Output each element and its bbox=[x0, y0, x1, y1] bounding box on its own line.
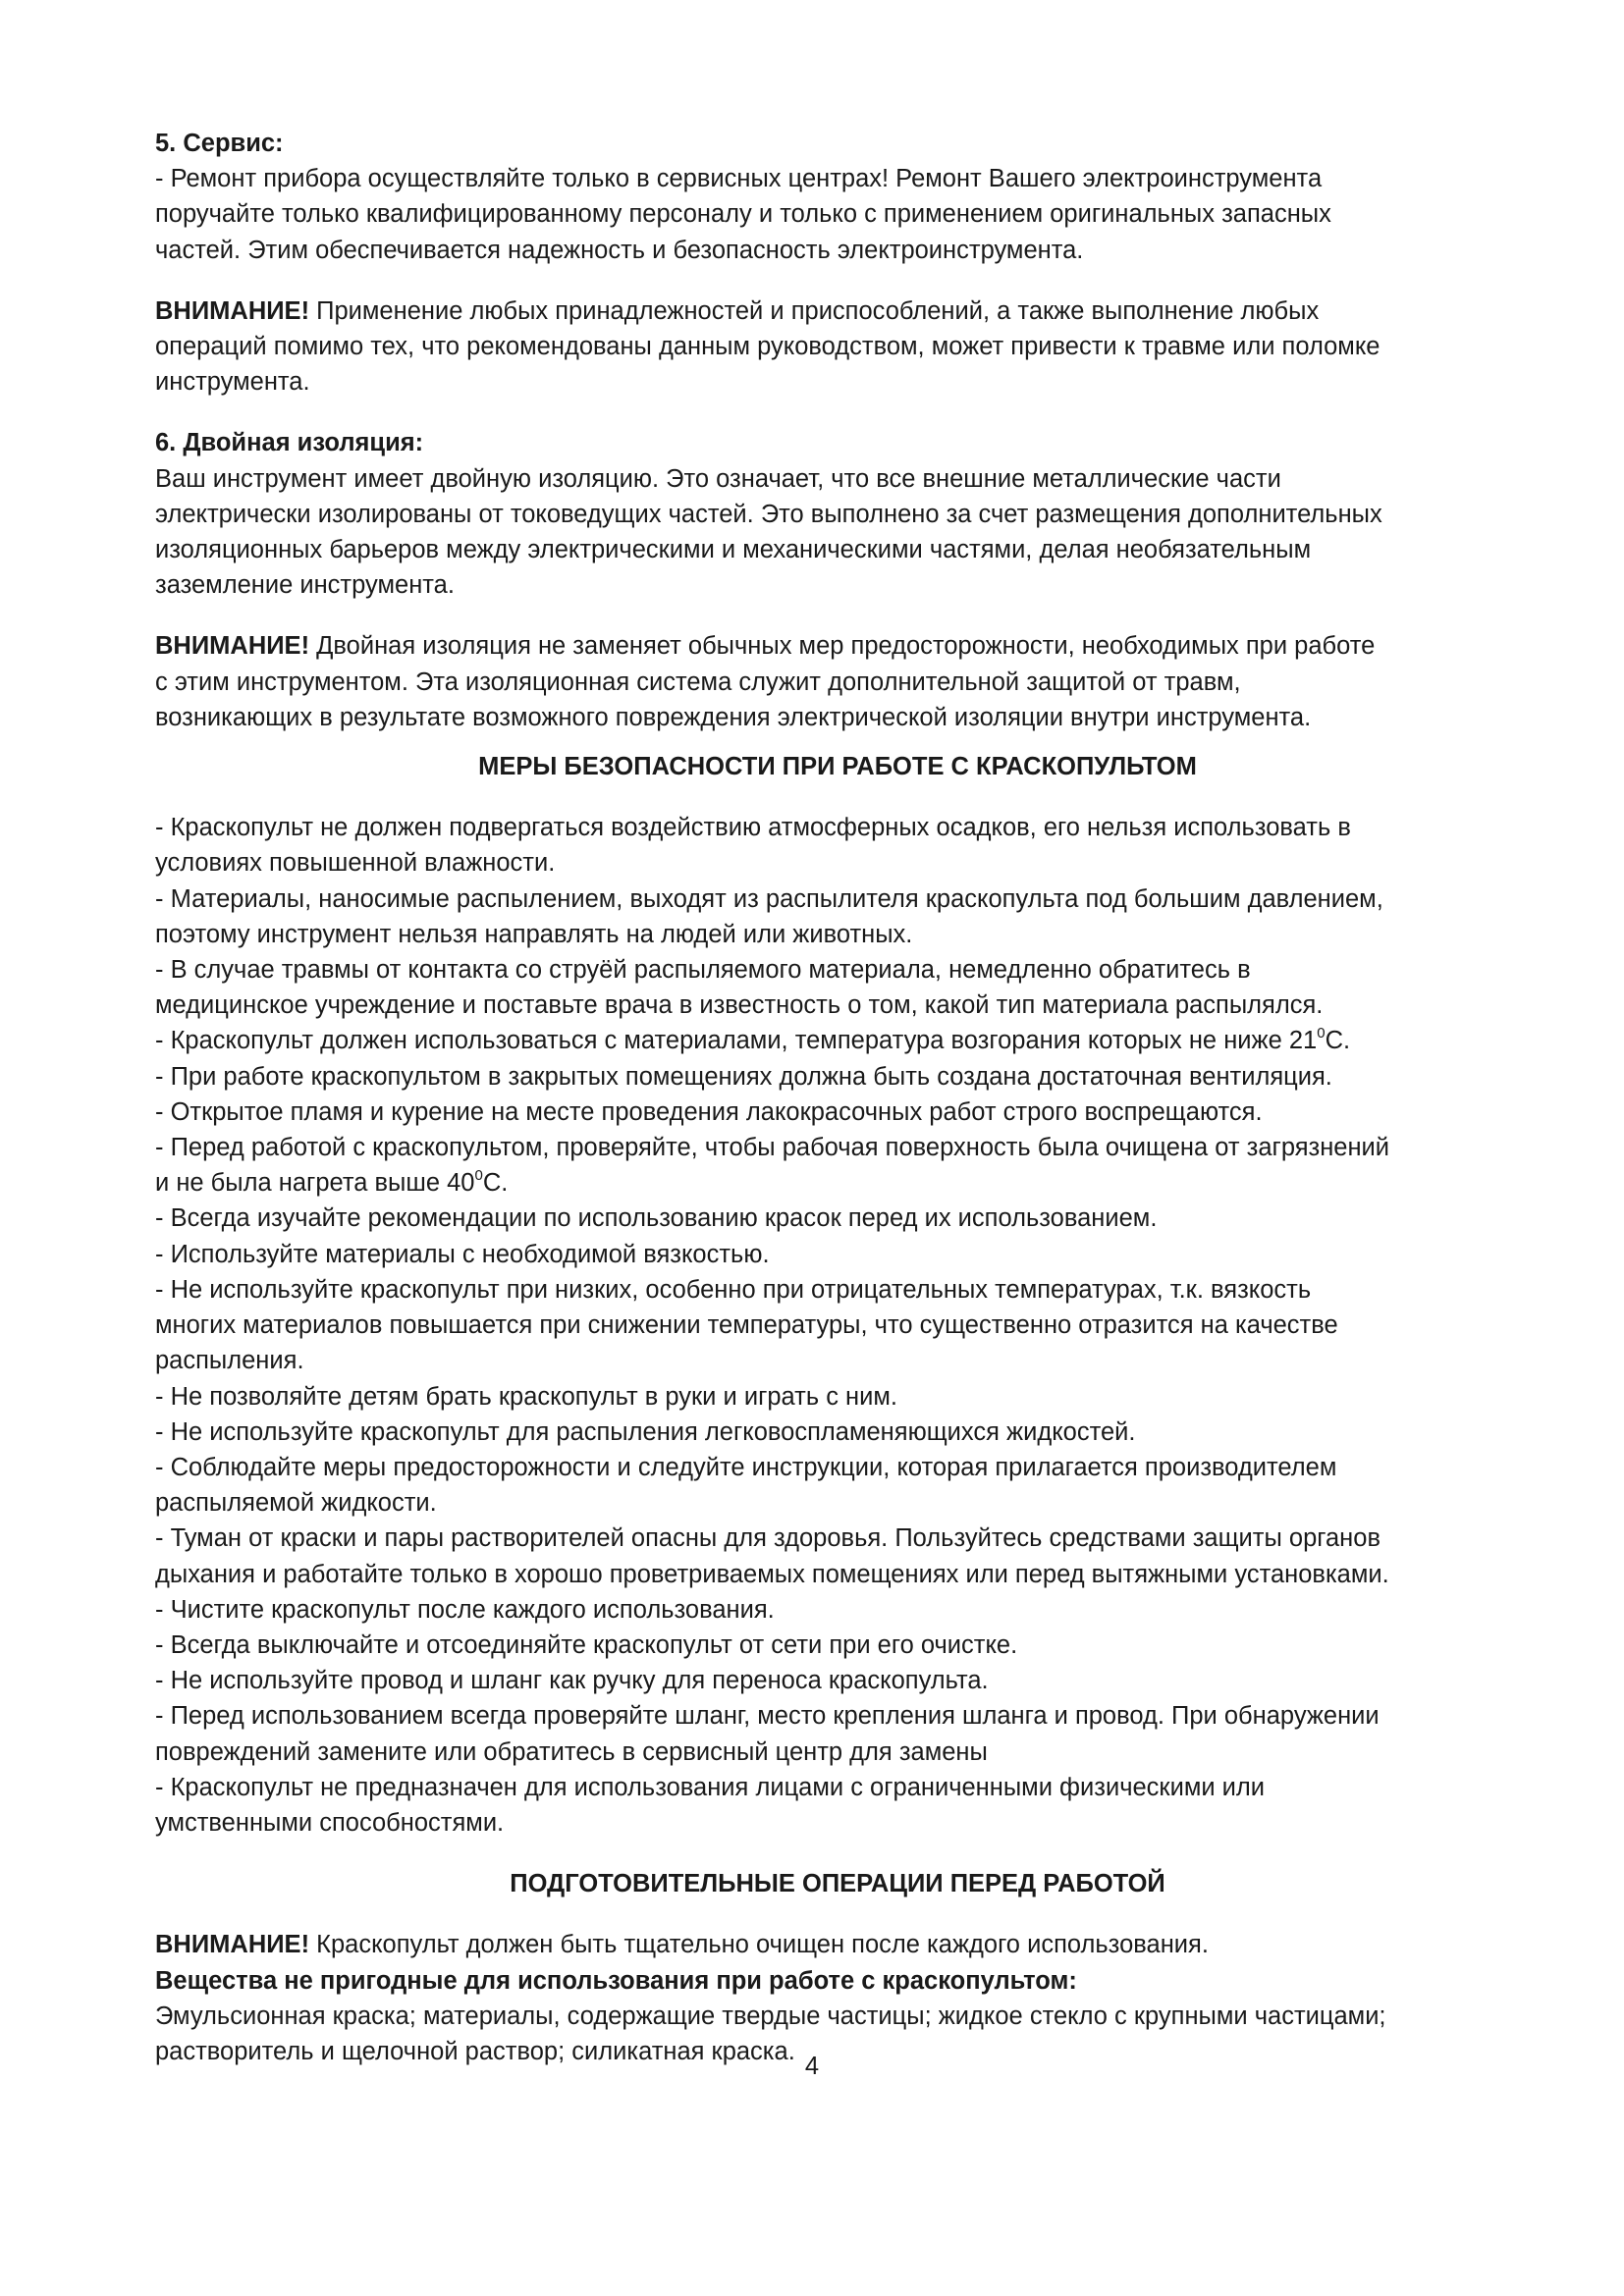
paragraph-line: - Ремонт прибора осуществляйте только в сервисных центрах! Ремонт Вашего электроинструмента bbox=[155, 165, 1323, 193]
list-line: - Используйте материалы с необходимой вязкостью. bbox=[155, 1240, 770, 1268]
paragraph-line: с этим инструментом. Эта изоляционная система служит дополнительной защитой от травм, bbox=[155, 667, 1241, 696]
list-line: - Туман от краски и пары растворителей опасны для здоровья. Пользуйтесь средствами защиты органов bbox=[155, 1524, 1380, 1553]
paragraph-line: изоляционных барьеров между электрическими и механическими частями, делая необязательным bbox=[155, 536, 1312, 564]
degree-superscript: 0 bbox=[1317, 1024, 1326, 1041]
text-part: - Краскопульт должен использоваться с материалами, температура возгорания которых не ниже 21 bbox=[155, 1027, 1318, 1055]
warning-service bbox=[155, 294, 1520, 400]
section-double-insulation bbox=[155, 425, 1520, 603]
service-heading: 5. Сервис: bbox=[155, 130, 284, 157]
list-line: распыляемой жидкости. bbox=[155, 1489, 437, 1518]
list-line: многих материалов повышается при снижении температуры, что существенно отразится на качестве bbox=[155, 1311, 1338, 1340]
list-line: - Открытое пламя и курение на месте проведения лакокрасочных работ строго воспрещаются. bbox=[155, 1097, 1263, 1126]
paragraph-line: Ваш инструмент имеет двойную изоляцию. Это означает, что все внешние металлические части bbox=[155, 464, 1281, 493]
list-line: медицинское учреждение и поставьте врача в известность о том, какой тип материала распылялся. bbox=[155, 991, 1324, 1020]
warning-label: ВНИМАНИЕ! bbox=[155, 296, 310, 325]
text-part: С. bbox=[482, 1169, 509, 1198]
list-line: - Краскопульт не должен подвергаться воздействию атмосферных осадков, его нельзя использовать в bbox=[155, 814, 1351, 842]
list-line: дыхания и работайте только в хорошо проветриваемых помещениях или перед вытяжными установками. bbox=[155, 1560, 1389, 1588]
list-line-ignition-temp bbox=[155, 1023, 1520, 1058]
list-line: повреждений замените или обратитесь в сервисный центр для замены bbox=[155, 1737, 988, 1766]
paragraph-line: поручайте только квалифицированному персоналу и только с применением оригинальных запасных bbox=[155, 200, 1331, 229]
list-line: - Не используйте краскопульт для распыления легковоспламеняющихся жидкостей. bbox=[155, 1417, 1136, 1446]
list-line: условиях повышенной влажности. bbox=[155, 849, 556, 878]
paragraph-line: возникающих в результате возможного повреждения электрической изоляции внутри инструмента. bbox=[155, 703, 1312, 731]
list-line-surface-temp bbox=[155, 1165, 1520, 1201]
list-line: - Не позволяйте детям брать краскопульт в руки и играть с ним. bbox=[155, 1382, 897, 1411]
paragraph-line: растворитель и щелочной раствор; силикатная краска. bbox=[155, 2037, 795, 2065]
list-line: - Материалы, наносимые распылением, выходят из распылителя краскопульта под большим давлением, bbox=[155, 884, 1383, 913]
document-page bbox=[155, 126, 1520, 2069]
section-preparation bbox=[155, 1927, 1520, 2069]
page-number: 4 bbox=[804, 2053, 820, 2080]
warning-first-line bbox=[155, 628, 1520, 664]
paragraph-line: электрически изолированы от токоведущих частей. Это выполнено за счет размещения дополнительных bbox=[155, 500, 1382, 528]
unsuitable-heading: Вещества не пригодные для использования при работе с краскопультом: bbox=[155, 1966, 1077, 1995]
list-line: - Соблюдайте меры предосторожности и следуйте инструкции, которая прилагается производителем bbox=[155, 1453, 1337, 1481]
warning-first-line bbox=[155, 294, 1520, 329]
degree-superscript: 0 bbox=[474, 1166, 483, 1184]
list-line: - Перед работой с краскопультом, проверяйте, чтобы рабочая поверхность была очищена от загрязнений bbox=[155, 1134, 1390, 1162]
safety-title: МЕРЫ БЕЗОПАСНОСТИ ПРИ РАБОТЕ С КРАСКОПУЛЬТОМ bbox=[478, 753, 1197, 781]
text-part: и не была нагрета выше 40 bbox=[155, 1169, 475, 1198]
paragraph-line: инструмента. bbox=[155, 368, 310, 397]
warning-label: ВНИМАНИЕ! bbox=[155, 1931, 310, 1959]
list-line: - Всегда выключайте и отсоединяйте краскопульт от сети при его очистке. bbox=[155, 1630, 1018, 1659]
list-line: - Не используйте краскопульт при низких, особенно при отрицательных температурах, т.к. вязкость bbox=[155, 1275, 1312, 1304]
list-line: - Чистите краскопульт после каждого использования. bbox=[155, 1595, 775, 1624]
warning-label: ВНИМАНИЕ! bbox=[155, 632, 310, 661]
list-line: умственными способностями. bbox=[155, 1808, 505, 1837]
insulation-heading: 6. Двойная изоляция: bbox=[155, 429, 424, 457]
paragraph-line: заземление инструмента. bbox=[155, 571, 455, 600]
warning-text: Двойная изоляция не заменяет обычных мер предосторожности, необходимых при работе bbox=[309, 632, 1376, 661]
paragraph-line: операций помимо тех, что рекомендованы данным руководством, может привести к травме или поломке bbox=[155, 333, 1380, 361]
list-line: - В случае травмы от контакта со струёй распыляемого материала, немедленно обратитесь в bbox=[155, 956, 1251, 985]
list-line: - Перед использованием всегда проверяйте шланг, место крепления шланга и провод. При обнаружении bbox=[155, 1702, 1380, 1731]
section-service bbox=[155, 126, 1520, 268]
paragraph-line: Эмульсионная краска; материалы, содержащие твердые частицы; жидкое стекло с крупными частицами; bbox=[155, 2002, 1386, 2030]
list-line: - Всегда изучайте рекомендации по использованию красок перед их использованием. bbox=[155, 1204, 1158, 1233]
list-line: - При работе краскопультом в закрытых помещениях должна быть создана достаточная вентиляция. bbox=[155, 1062, 1332, 1091]
list-line: поэтому инструмент нельзя направлять на людей или животных. bbox=[155, 920, 913, 948]
warning-text: Краскопульт должен быть тщательно очищен после каждого использования. bbox=[309, 1931, 1209, 1959]
list-line: - Не используйте провод и шланг как ручку для переноса краскопульта. bbox=[155, 1667, 989, 1695]
list-line: распыления. bbox=[155, 1347, 304, 1375]
paragraph-line: частей. Этим обеспечивается надежность и безопасность электроинструмента. bbox=[155, 236, 1084, 264]
warning-insulation bbox=[155, 628, 1520, 735]
safety-list bbox=[155, 810, 1520, 1841]
warning-first-line bbox=[155, 1927, 1520, 1962]
warning-text: Применение любых принадлежностей и приспособлений, а также выполнение любых bbox=[309, 296, 1320, 325]
prep-title: ПОДГОТОВИТЕЛЬНЫЕ ОПЕРАЦИИ ПЕРЕД РАБОТОЙ bbox=[510, 1870, 1165, 1898]
list-line: - Краскопульт не предназначен для использования лицами с ограниченными физическими или bbox=[155, 1773, 1266, 1801]
text-part: С. bbox=[1325, 1027, 1351, 1055]
